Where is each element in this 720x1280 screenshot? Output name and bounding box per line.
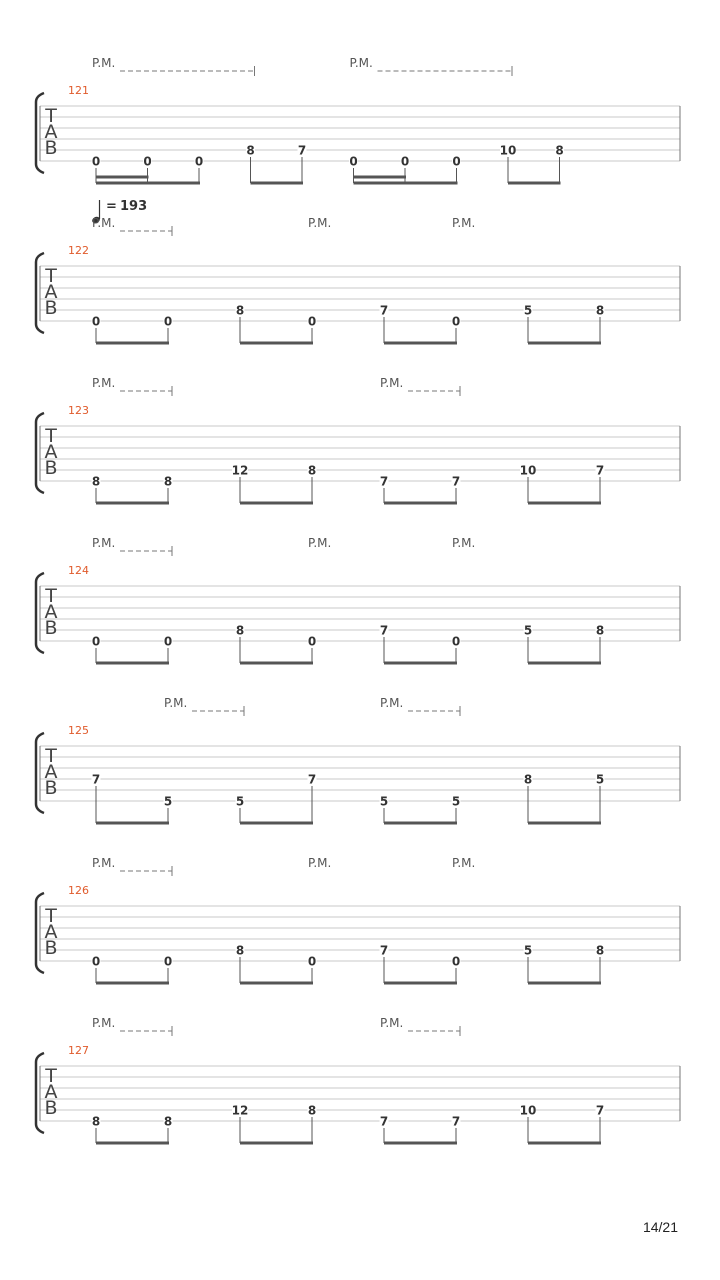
tab-clef-letter: A — [44, 921, 58, 943]
fret-number: 12 — [231, 1103, 249, 1118]
fret-number: 0 — [91, 154, 101, 169]
tab-clef-letter: B — [44, 137, 58, 159]
fret-number: 8 — [523, 772, 533, 787]
fret-number: 8 — [163, 1114, 173, 1129]
fret-number: 0 — [163, 634, 173, 649]
fret-number: 10 — [519, 1103, 537, 1118]
tab-clef-letter: T — [45, 265, 57, 287]
palm-mute-label: P.M. — [92, 856, 116, 870]
tab-clef-letter: A — [44, 1081, 58, 1103]
tab-clef-letter: T — [45, 105, 57, 127]
beam — [528, 502, 601, 505]
fret-number: 0 — [400, 154, 410, 169]
fret-number: 0 — [91, 954, 101, 969]
tab-clef-letter: A — [44, 601, 58, 623]
palm-mute-label: P.M. — [308, 536, 332, 550]
fret-number: 7 — [451, 474, 461, 489]
beam — [528, 662, 601, 665]
measure-number: 127 — [68, 1044, 89, 1057]
tab-clef-letter: T — [45, 585, 57, 607]
tempo-equals: = — [106, 199, 117, 214]
fret-number: 7 — [379, 943, 389, 958]
beam — [384, 1142, 457, 1145]
fret-number: 5 — [379, 794, 389, 809]
fret-number: 5 — [163, 794, 173, 809]
fret-number: 7 — [297, 143, 307, 158]
beam — [96, 822, 169, 825]
fret-number: 8 — [235, 623, 245, 638]
fret-number: 8 — [595, 943, 605, 958]
palm-mute-label: P.M. — [349, 56, 373, 70]
palm-mute-label: P.M. — [452, 216, 476, 230]
fret-number: 0 — [451, 314, 461, 329]
beam — [384, 502, 457, 505]
beam — [384, 342, 457, 345]
palm-mute-label: P.M. — [380, 696, 404, 710]
page-number: 14/21 — [642, 1219, 678, 1235]
tab-clef-letter: A — [44, 281, 58, 303]
fret-number: 8 — [91, 474, 101, 489]
fret-number: 7 — [595, 1103, 605, 1118]
fret-number: 7 — [379, 623, 389, 638]
fret-number: 0 — [194, 154, 204, 169]
palm-mute-label: P.M. — [380, 376, 404, 390]
beam — [240, 822, 313, 825]
palm-mute-label: P.M. — [452, 536, 476, 550]
beam — [240, 502, 313, 505]
beam — [96, 662, 169, 665]
beam — [251, 182, 304, 185]
fret-number: 8 — [91, 1114, 101, 1129]
fret-number: 8 — [307, 1103, 317, 1118]
beam — [96, 342, 169, 345]
measure-number: 126 — [68, 884, 89, 897]
tempo-value: 193 — [120, 199, 148, 214]
beam — [384, 662, 457, 665]
palm-mute-label: P.M. — [452, 856, 476, 870]
fret-number: 0 — [91, 634, 101, 649]
palm-mute-label: P.M. — [308, 216, 332, 230]
beam — [354, 182, 458, 185]
fret-number: 0 — [451, 954, 461, 969]
fret-number: 0 — [307, 954, 317, 969]
fret-number: 0 — [91, 314, 101, 329]
fret-number: 5 — [523, 943, 533, 958]
beam — [240, 662, 313, 665]
tab-clef-letter: B — [44, 937, 58, 959]
palm-mute-label: P.M. — [92, 56, 116, 70]
beam — [528, 1142, 601, 1145]
beam — [240, 982, 313, 985]
beam — [96, 1142, 169, 1145]
secondary-beam — [354, 176, 407, 179]
beam — [240, 1142, 313, 1145]
fret-number: 5 — [235, 794, 245, 809]
beam — [96, 502, 169, 505]
measure-number: 125 — [68, 724, 89, 737]
palm-mute-label: P.M. — [92, 1016, 116, 1030]
fret-number: 7 — [595, 463, 605, 478]
fret-number: 5 — [451, 794, 461, 809]
tab-clef-letter: A — [44, 121, 58, 143]
fret-number: 8 — [235, 303, 245, 318]
palm-mute-label: P.M. — [92, 216, 116, 230]
fret-number: 0 — [163, 954, 173, 969]
fret-number: 5 — [595, 772, 605, 787]
fret-number: 7 — [379, 1114, 389, 1129]
tab-clef-letter: T — [45, 1065, 57, 1087]
fret-number: 0 — [307, 314, 317, 329]
tab-clef-letter: A — [44, 761, 58, 783]
staff-system — [36, 536, 680, 665]
tab-clef-letter: B — [44, 777, 58, 799]
fret-number: 8 — [595, 623, 605, 638]
measure-number: 124 — [68, 564, 89, 577]
staff-system — [36, 199, 680, 345]
staff-system — [36, 56, 680, 185]
tab-clef-letter: B — [44, 457, 58, 479]
staff-system — [36, 696, 680, 825]
fret-number: 7 — [379, 303, 389, 318]
fret-number: 0 — [307, 634, 317, 649]
beam — [240, 342, 313, 345]
palm-mute-label: P.M. — [308, 856, 332, 870]
palm-mute-label: P.M. — [164, 696, 188, 710]
fret-number: 7 — [451, 1114, 461, 1129]
staff-system — [36, 1016, 680, 1145]
fret-number: 0 — [451, 634, 461, 649]
fret-number: 0 — [452, 154, 461, 169]
beam — [96, 982, 169, 985]
fret-number: 8 — [246, 143, 255, 158]
fret-number: 7 — [379, 474, 389, 489]
tab-clef-letter: B — [44, 297, 58, 319]
measure-number: 122 — [68, 244, 89, 257]
tab-clef-letter: A — [44, 441, 58, 463]
beam — [384, 982, 457, 985]
fret-number: 8 — [595, 303, 605, 318]
secondary-beam — [96, 176, 149, 179]
fret-number: 8 — [163, 474, 173, 489]
palm-mute-label: P.M. — [92, 376, 116, 390]
fret-number: 10 — [499, 143, 517, 158]
fret-number: 8 — [235, 943, 245, 958]
fret-number: 7 — [91, 772, 101, 787]
tab-clef-letter: B — [44, 1097, 58, 1119]
beam — [528, 342, 601, 345]
beam — [528, 982, 601, 985]
beam — [384, 822, 457, 825]
fret-number: 10 — [519, 463, 537, 478]
fret-number: 5 — [523, 303, 533, 318]
palm-mute-label: P.M. — [380, 1016, 404, 1030]
tab-clef-letter: T — [45, 905, 57, 927]
fret-number: 0 — [349, 154, 358, 169]
fret-number: 12 — [231, 463, 249, 478]
beam — [528, 822, 601, 825]
fret-number: 7 — [307, 772, 317, 787]
tab-clef-letter: T — [45, 745, 57, 767]
measure-number: 123 — [68, 404, 89, 417]
fret-number: 0 — [143, 154, 152, 169]
staff-system — [36, 856, 680, 985]
staff-system — [36, 376, 680, 505]
palm-mute-label: P.M. — [92, 536, 116, 550]
fret-number: 8 — [307, 463, 317, 478]
tab-clef-letter: T — [45, 425, 57, 447]
fret-number: 8 — [555, 143, 564, 158]
beam — [508, 182, 561, 185]
beam — [96, 182, 200, 185]
fret-number: 0 — [163, 314, 173, 329]
tab-clef-letter: B — [44, 617, 58, 639]
measure-number: 121 — [68, 84, 89, 97]
fret-number: 5 — [523, 623, 533, 638]
